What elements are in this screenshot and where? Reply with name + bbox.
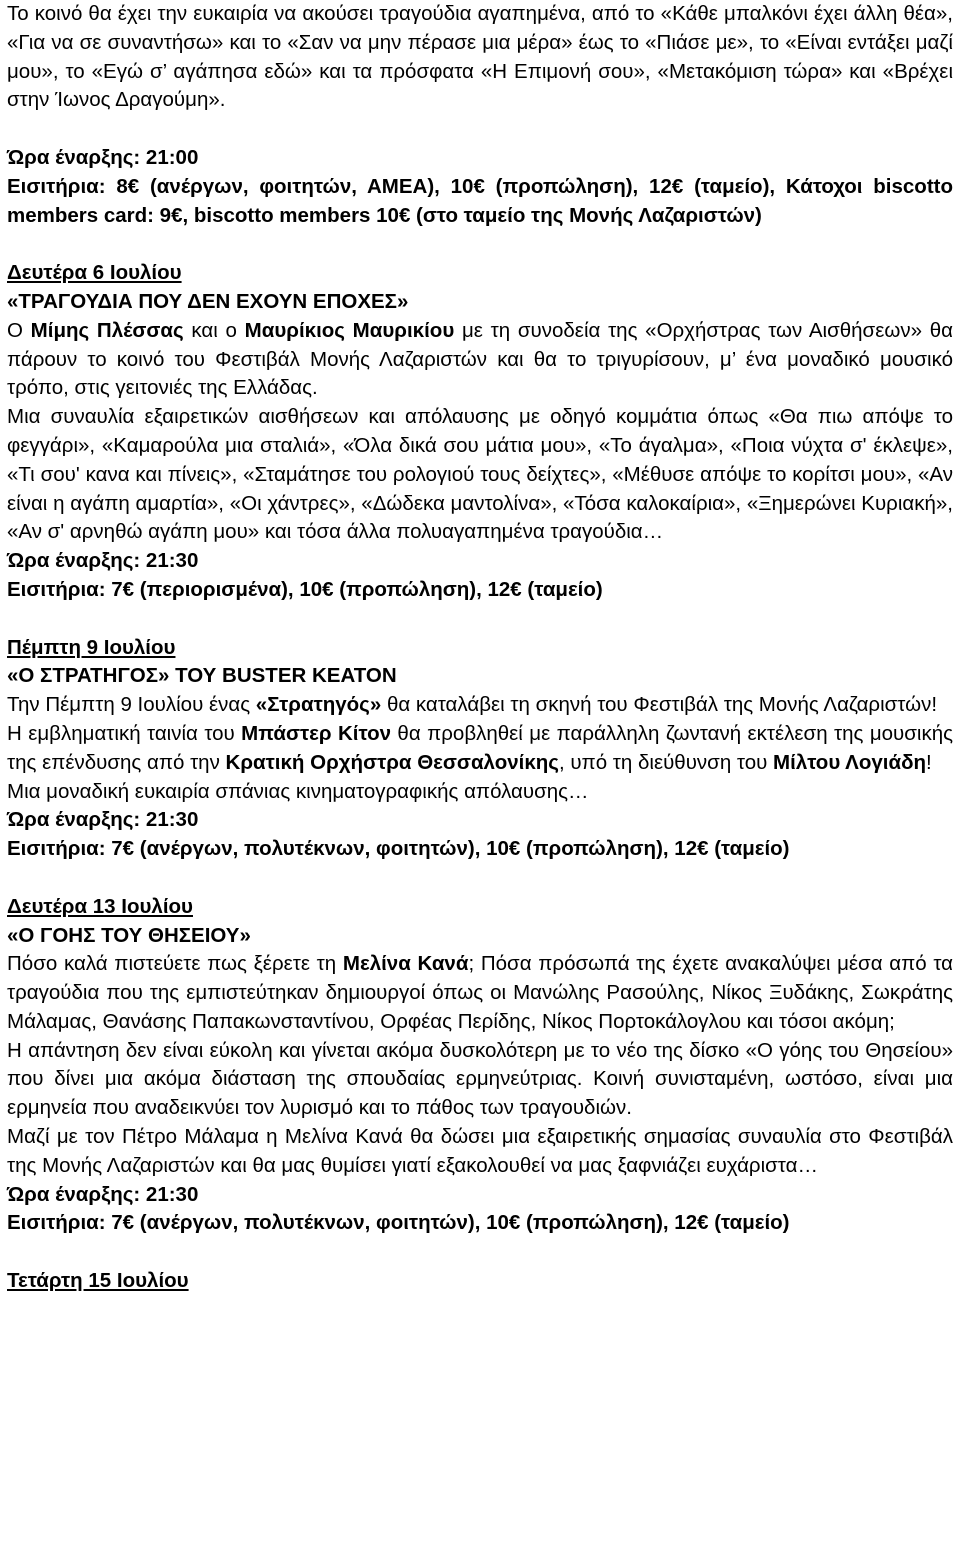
event-title: «ΤΡΑΓΟΥΔΙΑ ΠΟΥ ΔΕΝ ΕΧΟΥΝ ΕΠΟΧΕΣ» [7,289,409,313]
film-title: «Στρατηγός» [255,693,382,717]
event-title: «Ο ΓΟΗΣ ΤΟΥ ΘΗΣΕΙΟΥ» [7,923,251,947]
artist-name: Μίμης Πλέσσας [30,318,184,342]
event-description: Ο Μίμης Πλέσσας και ο Μαυρίκιος Μαυρικίου με τη συνοδεία της «Ορχήστρας των Αισθήσεων» θα πάρουν το κοινό του Φεστιβάλ Μονής Λαζαριστών και θα το τριγυρίσουν, μ’ ένα μοναδικό μουσικό τρόπο, στις γειτονιές της Ελλάδας. [7,318,953,400]
start-time: Ώρα έναρξης: 21:30 [7,808,199,832]
spacer [7,115,953,144]
orchestra-name: Κρατική Ορχήστρα Θεσσαλονίκης [225,750,559,774]
event-date: Δευτέρα 6 Ιουλίου [7,261,182,285]
event-description: Πόσο καλά πιστεύετε πως ξέρετε τη Μελίνα Κανά; Πόσα πρόσωπά της έχετε ανακαλύψει μέσα από τα τραγούδια που της εμπιστεύτηκαν δημιουργοί όπως οι Μανώλης Ρασούλης, Νίκος Ξυδάκης, Σωκράτης Μάλαμας, Θανάσης Παπακωνσταντίνου, Ορφέας Περίδης, Νίκος Πορτοκάλογλου και τόσοι ακόμη; [7,952,954,1033]
start-time: Ώρα έναρξης: 21:30 [7,549,199,573]
intro-paragraph: Το κοινό θα έχει την ευκαιρία να ακούσει τραγούδια αγαπημένα, από το «Κάθε μπαλκόνι έχει άλλη θέα», «Για να σε συναντήσω» και το «Σαν να μην πέρασε μια μέρα» έως το «Πιάσε με», το «Είναι εντάξει μαζί μου», το «Εγώ σ’ αγάπησα εδώ» και τα πρόσφατα «Η Επιμονή σου», «Μετακόμιση τώρα» και «Βρέχει στην Ίωνος Δραγούμη». [7,2,953,112]
tickets-info: Εισιτήρια: 7€ (ανέργων, πολυτέκνων, φοιτητών), 10€ (προπώληση), 12€ (ταμείο) [7,1211,790,1235]
start-time: Ώρα έναρξης: 21:30 [7,1182,199,1206]
event-description: Μαζί με τον Πέτρο Μάλαμα η Μελίνα Κανά θα δώσει μια εξαιρετικής σημασίας συναυλία στο Φεστιβάλ της Μονής Λαζαριστών και θα μας θυμίσει γιατί εξακολουθεί να μας ξαφνιάζει ευχάριστα… [7,1125,953,1177]
event-description: Η απάντηση δεν είναι εύκολη και γίνεται ακόμα δυσκολότερη με το νέο της δίσκο «Ο γόης του Θησείου» που δίνει μια ακόμα διάσταση της σπουδαίας ερμηνεύτριας. Κοινή συνισταμένη, ωστόσο, είναι μια ερμηνεία που αναδεικνύει τον λυρισμό και το πάθος των τραγουδιών. [7,1038,953,1120]
conductor-name: Μίλτου Λογιάδη [773,750,927,774]
artist-name: Μελίνα Κανά [342,952,469,976]
spacer [7,864,953,893]
event-description: Η εμβληματική ταινία του Μπάστερ Κίτον θα προβληθεί με παράλληλη ζωντανή εκτέλεση της μουσικής της επένδυσης από την Κρατική Ορχήστρα Θεσσαλονίκης, υπό τη διεύθυνση του Μίλτου Λογιάδη! [7,721,953,774]
event-description: Την Πέμπτη 9 Ιουλίου ένας «Στρατηγός» θα καταλάβει τη σκηνή του Φεστιβάλ της Μονής Λαζαριστών! [7,693,938,717]
event-description: Μια μοναδική ευκαιρία σπάνιας κινηματογραφικής απόλαυσης… [7,779,589,803]
event-description: Μια συναυλία εξαιρετικών αισθήσεων και απόλαυσης με οδηγό κομμάτια όπως «Θα πιω απόψε το φεγγάρι», «Καμαρούλα μια σταλιά», «Όλα δικά σου μάτια μου», «Το άγαλμα», «Ποια νύχτα σ' έκλεψε», «Τι σου' κανα και πίνεις», «Σταμάτησε του ρολογιού τους δείχτες», «Μέθυσε απόψε το κορίτσι μου», «Αν είναι η αγάπη αμαρτία», «Οι χάντρες», «Δώδεκα μαντολίνα», «Τόσα καλοκαίρια», «Ξημερώνει Κυριακή», «Αν σ' αρνηθώ αγάπη μου» και τόσα άλλα πολυαγαπημένα τραγούδια… [7,405,953,544]
event-date: Πέμπτη 9 Ιουλίου [7,635,176,659]
artist-name: Μαυρίκιος Μαυρικίου [244,318,455,342]
spacer [7,230,953,259]
event-date: Τετάρτη 15 Ιουλίου [7,1269,189,1293]
event-date: Δευτέρα 13 Ιουλίου [7,894,193,918]
tickets-info: Εισιτήρια: 7€ (περιορισμένα), 10€ (προπώληση), 12€ (ταμείο) [7,577,603,601]
spacer [7,1238,953,1267]
event-title: «Ο ΣΤΡΑΤΗΓΟΣ» ΤΟΥ BUSTER KEATON [7,664,397,688]
tickets-info: Εισιτήρια: 8€ (ανέργων, φοιτητών, ΑΜΕΑ), 10€ (προπώληση), 12€ (ταμείο), Κάτοχοι biscotto members card: 9€, biscotto members 10€ (στο ταμείο της Μονής Λαζαριστών) [7,174,953,227]
tickets-info: Εισιτήρια: 7€ (ανέργων, πολυτέκνων, φοιτητών), 10€ (προπώληση), 12€ (ταμείο) [7,837,790,861]
start-time: Ώρα έναρξης: 21:00 [7,145,199,169]
director-name: Μπάστερ Κίτον [241,721,391,745]
spacer [7,605,953,634]
